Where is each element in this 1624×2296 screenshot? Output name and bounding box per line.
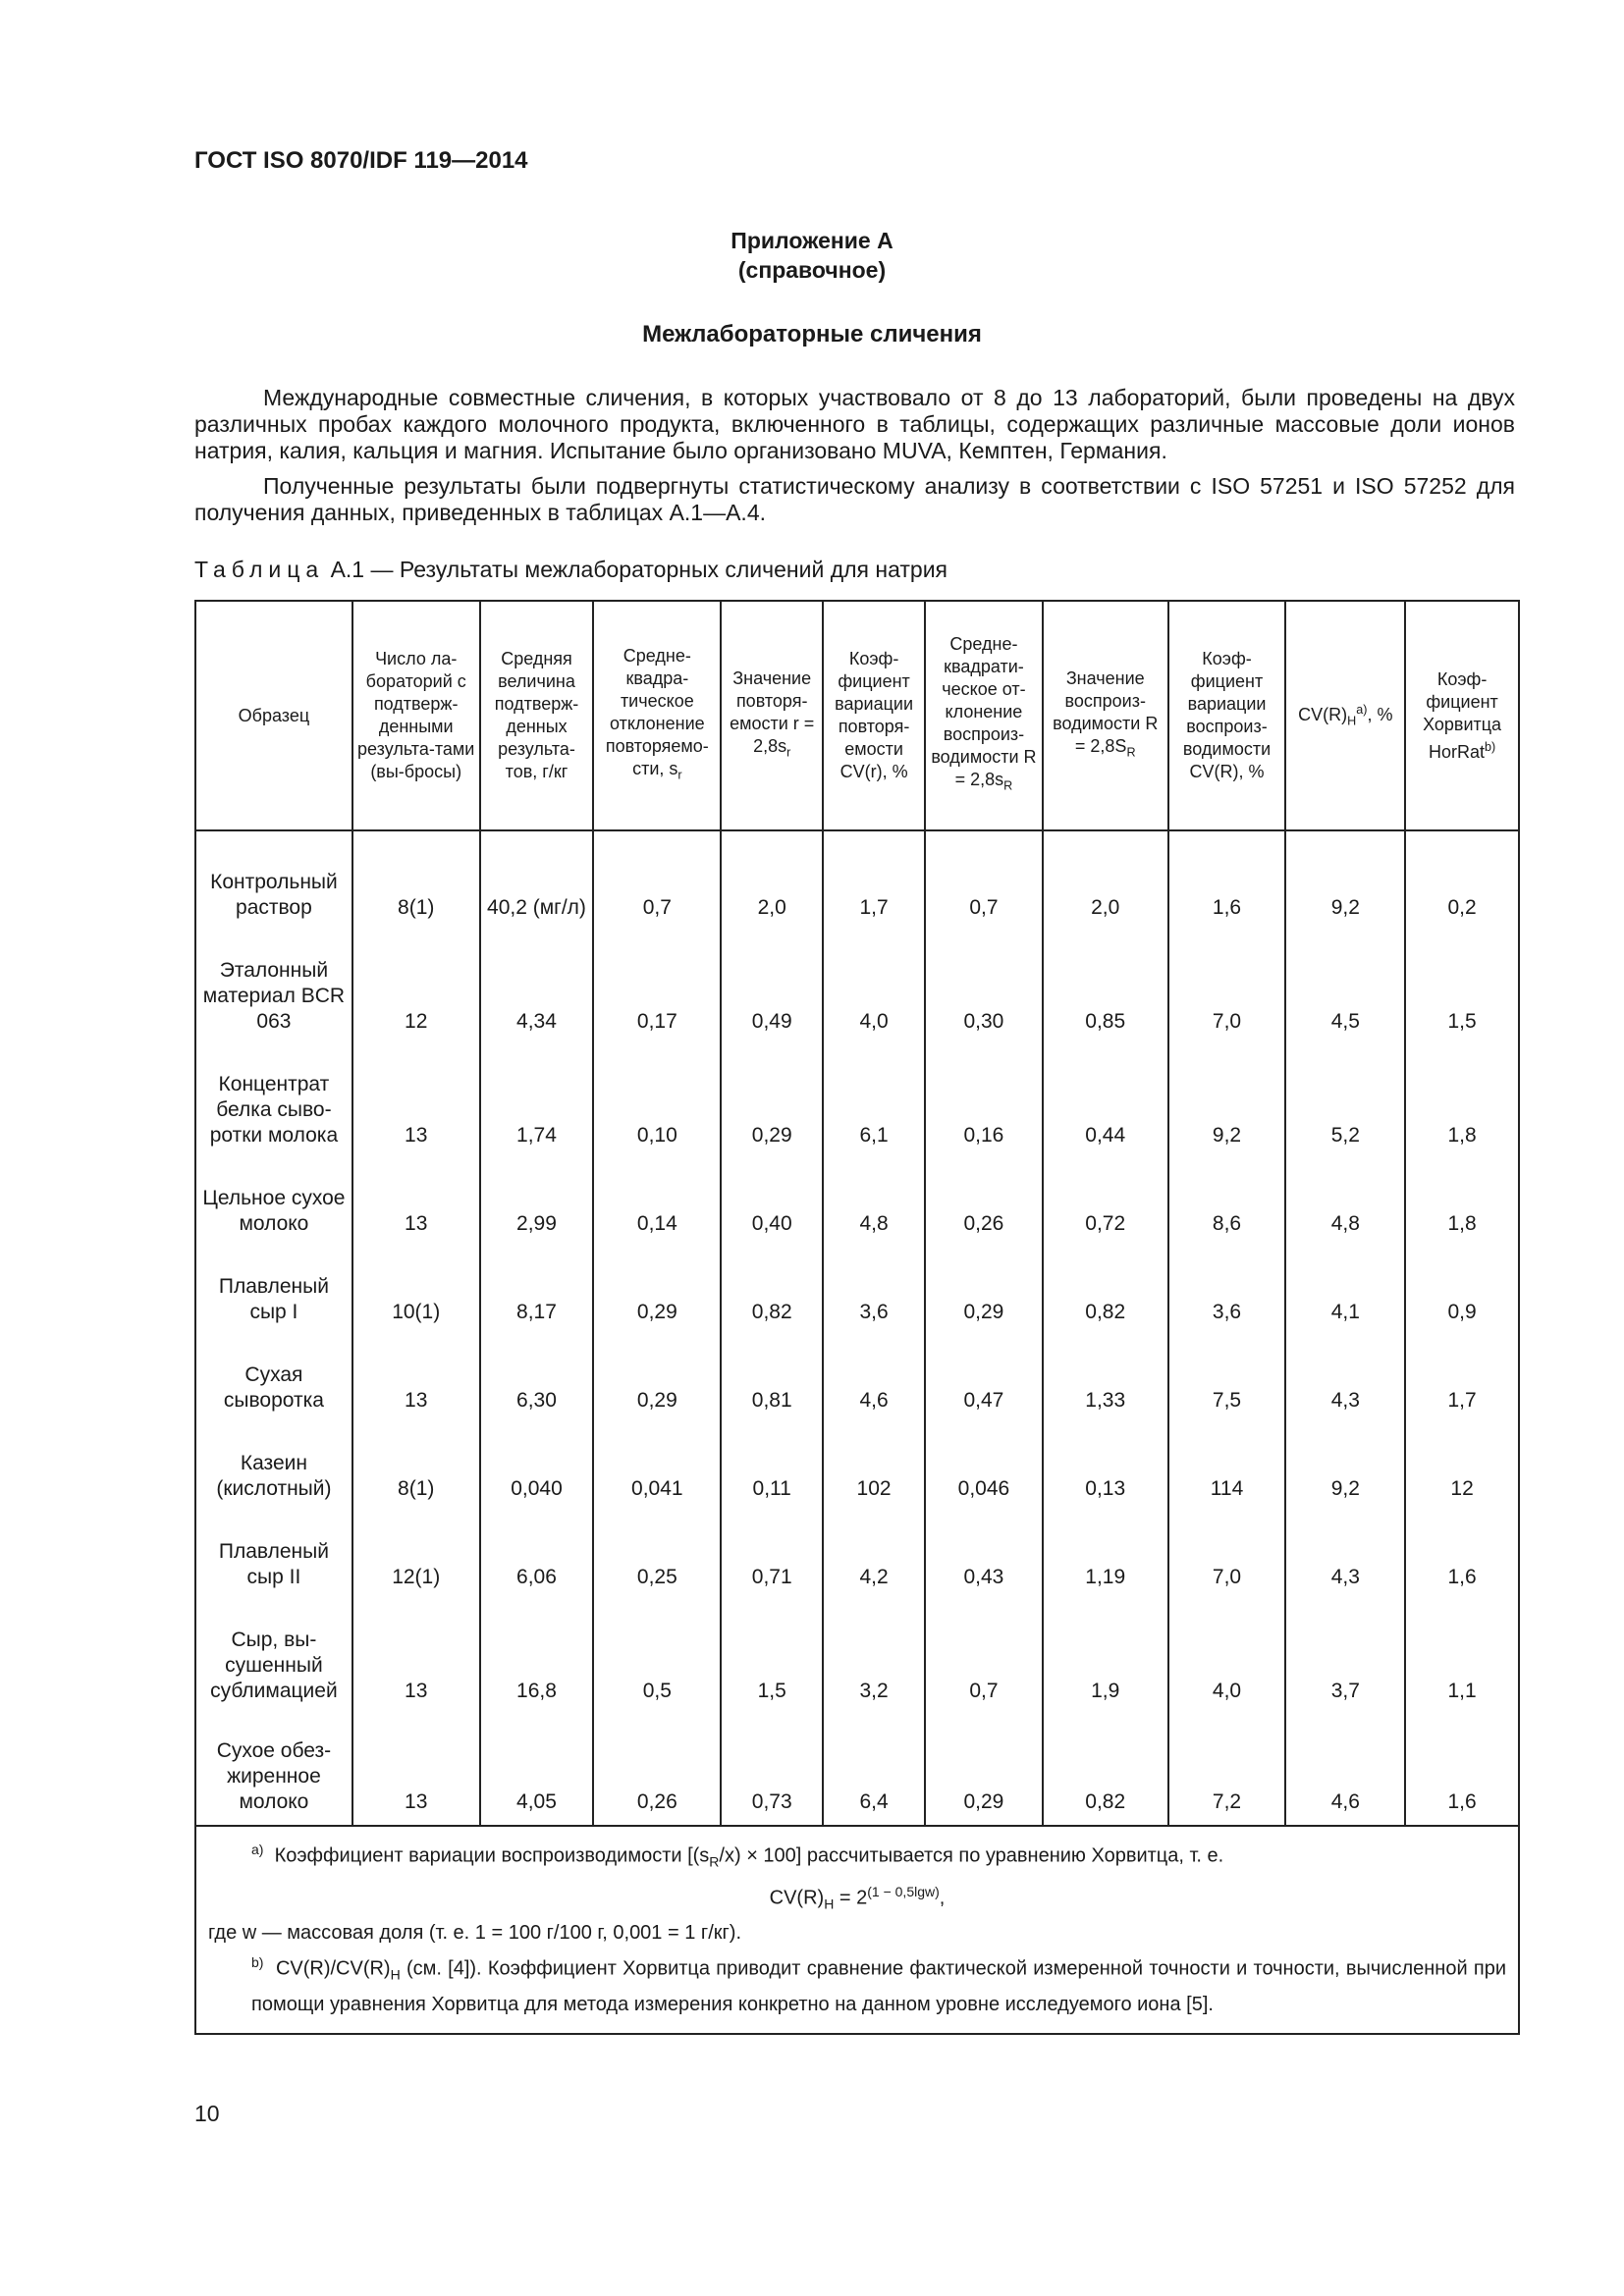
table-row (195, 1512, 1519, 1600)
cell-sample: Сыр, вы-сушенный сублимацией (195, 1600, 352, 1714)
cell-cvR: 7,0 (1168, 931, 1286, 1044)
header-cvR: Коэф-фициент вариации воспроиз-водимости CV(R), % (1168, 601, 1286, 830)
header-r: Значение повторя-емости $r = 2,8s_r$ (721, 601, 823, 830)
cell-cvr: 4,0 (823, 931, 925, 1044)
cell-cvr: 4,6 (823, 1335, 925, 1423)
section-title: Межлабораторные сличения (642, 321, 982, 347)
cell-sr: 0,29 (593, 1335, 721, 1423)
cell-r: 0,40 (721, 1158, 823, 1247)
cell-sr: 0,29 (593, 1247, 721, 1335)
cell-sR: 0,26 (925, 1158, 1043, 1247)
cell-horrat: 12 (1405, 1423, 1519, 1512)
cell-cvR: 4,0 (1168, 1600, 1286, 1714)
paragraph-2: Полученные результаты были подвергнуты статистическому анализу в соответствии с ISO 57251 и ISO 57252 для получения данных, приведенных в таблицах А.1—А.4. (194, 473, 1515, 525)
cell-sr: 0,25 (593, 1512, 721, 1600)
cell-sample: Сухая сыворотка (195, 1335, 352, 1423)
table-row (195, 1247, 1519, 1335)
cell-cvR: 7,0 (1168, 1512, 1286, 1600)
cell-sR: 0,7 (925, 1600, 1043, 1714)
cell-R: 0,13 (1043, 1423, 1168, 1512)
cell-sr: 0,14 (593, 1158, 721, 1247)
table-caption-text: А.1 — Результаты межлабораторных сличений для натрия (330, 557, 948, 582)
table-notes (195, 1826, 1519, 2034)
cell-sR: 0,47 (925, 1335, 1043, 1423)
cell-cvr: 4,2 (823, 1512, 925, 1600)
cell-mean: 4,34 (480, 931, 594, 1044)
cell-mean: 0,040 (480, 1423, 594, 1512)
cell-sR: 0,046 (925, 1423, 1043, 1512)
cell-horrat: 1,8 (1405, 1044, 1519, 1158)
cell-r: 0,82 (721, 1247, 823, 1335)
cell-R: 1,9 (1043, 1600, 1168, 1714)
table-row (195, 830, 1519, 931)
cell-horrat: 1,1 (1405, 1600, 1519, 1714)
document-code: ГОСТ ISO 8070/IDF 119—2014 (194, 147, 528, 174)
cell-sample: Казеин (кислотный) (195, 1423, 352, 1512)
cell-R: 1,33 (1043, 1335, 1168, 1423)
cell-sr: 0,10 (593, 1044, 721, 1158)
cell-sR: 0,29 (925, 1247, 1043, 1335)
header-horrat: Коэф-фициент Хорвитца HorRat$^{b)}$ (1405, 601, 1519, 830)
cell-labs: 8(1) (352, 830, 480, 931)
cell-cvR: 3,6 (1168, 1247, 1286, 1335)
table-caption-label: Таблица (194, 557, 325, 582)
cell-labs: 13 (352, 1600, 480, 1714)
cell-labs: 13 (352, 1158, 480, 1247)
cell-cvRH: 4,3 (1285, 1512, 1405, 1600)
cell-cvRH: 9,2 (1285, 830, 1405, 931)
cell-sR: 0,7 (925, 830, 1043, 931)
cell-mean: 4,05 (480, 1714, 594, 1826)
header-cvr: Коэф-фициент вариации повторя-емости CV(r), % (823, 601, 925, 830)
cell-mean: 1,74 (480, 1044, 594, 1158)
table-row (195, 1335, 1519, 1423)
header-mean: Средняя величина подтверж-денных результа-тов, г/кг (480, 601, 594, 830)
header-sR: Средне-квадрати-ческое от-клонение воспроиз-водимости $R = 2,8s_R$ (925, 601, 1043, 830)
cell-R: 0,72 (1043, 1158, 1168, 1247)
cell-mean: 8,17 (480, 1247, 594, 1335)
cell-sample: Плавленый сыр II (195, 1512, 352, 1600)
cell-cvRH: 3,7 (1285, 1600, 1405, 1714)
cell-cvr: 6,4 (823, 1714, 925, 1826)
cell-cvRH: 5,2 (1285, 1044, 1405, 1158)
header-R: Значение воспроиз-водимости $R = 2,8S_R$ (1043, 601, 1168, 830)
cell-r: 0,11 (721, 1423, 823, 1512)
table-row (195, 1423, 1519, 1512)
cell-cvRH: 4,8 (1285, 1158, 1405, 1247)
cell-r: 0,71 (721, 1512, 823, 1600)
cell-cvRH: 4,1 (1285, 1247, 1405, 1335)
cell-R: 0,85 (1043, 931, 1168, 1044)
cell-R: 2,0 (1043, 830, 1168, 931)
cell-labs: 13 (352, 1714, 480, 1826)
cell-labs: 13 (352, 1335, 480, 1423)
cell-r: 0,73 (721, 1714, 823, 1826)
cell-r: 2,0 (721, 830, 823, 931)
cell-R: 0,44 (1043, 1044, 1168, 1158)
page-number: 10 (194, 2101, 220, 2126)
cell-horrat: 1,6 (1405, 1512, 1519, 1600)
cell-sR: 0,43 (925, 1512, 1043, 1600)
header-labs: Число ла-бораторий с подтверж-денными результа-тами (вы-бросы) (352, 601, 480, 830)
table-row (195, 1714, 1519, 1826)
cell-cvR: 114 (1168, 1423, 1286, 1512)
cell-R: 0,82 (1043, 1247, 1168, 1335)
cell-horrat: 0,9 (1405, 1247, 1519, 1335)
table-row (195, 1600, 1519, 1714)
table-header-row (195, 601, 1519, 830)
cell-R: 0,82 (1043, 1714, 1168, 1826)
cell-sr: 0,5 (593, 1600, 721, 1714)
results-table (194, 600, 1520, 2035)
cell-sr: 0,17 (593, 931, 721, 1044)
cell-sample: Эталонный материал BCR 063 (195, 931, 352, 1044)
cell-r: 0,29 (721, 1044, 823, 1158)
cell-cvRH: 9,2 (1285, 1423, 1405, 1512)
cell-labs: 13 (352, 1044, 480, 1158)
cell-sR: 0,16 (925, 1044, 1043, 1158)
table-row (195, 931, 1519, 1044)
table-notes-row (195, 1826, 1519, 2034)
table-row (195, 1044, 1519, 1158)
cell-labs: 10(1) (352, 1247, 480, 1335)
cell-mean: 16,8 (480, 1600, 594, 1714)
cell-horrat: 1,5 (1405, 931, 1519, 1044)
cell-labs: 8(1) (352, 1423, 480, 1512)
cell-mean: 6,06 (480, 1512, 594, 1600)
table-caption (194, 557, 947, 583)
cell-sR: 0,30 (925, 931, 1043, 1044)
cell-cvR: 9,2 (1168, 1044, 1286, 1158)
cell-r: 0,49 (721, 931, 823, 1044)
cell-cvR: 7,5 (1168, 1335, 1286, 1423)
table-row (195, 1158, 1519, 1247)
cell-horrat: 1,6 (1405, 1714, 1519, 1826)
header-sr: Средне-квадра-тическое отклонение повторяемо-сти, $s_r$ (593, 601, 721, 830)
cell-cvRH: 4,6 (1285, 1714, 1405, 1826)
cell-cvRH: 4,5 (1285, 931, 1405, 1044)
cell-sample: Цельное сухое молоко (195, 1158, 352, 1247)
cell-horrat: 1,7 (1405, 1335, 1519, 1423)
cell-R: 1,19 (1043, 1512, 1168, 1600)
cell-cvR: 1,6 (1168, 830, 1286, 931)
cell-r: 1,5 (721, 1600, 823, 1714)
note-a-where: где w — массовая доля (т. е. 1 = 100 г/100 г, 0,001 = 1 г/кг). (208, 1922, 742, 1945)
note-a: $^{a)}$ Коэффициент вариации воспроизводимости $[(s_R/x) \times 100]$ рассчитывается по уравнению Хорвитца, т. е. (251, 1842, 1224, 1870)
cell-cvRH: 4,3 (1285, 1335, 1405, 1423)
cell-cvr: 6,1 (823, 1044, 925, 1158)
cell-sr: 0,26 (593, 1714, 721, 1826)
cell-sample: Плавленый сыр I (195, 1247, 352, 1335)
paragraph-1: Международные совместные сличения, в которых участвовало от 8 до 13 лабораторий, были проведены на двух различных пробах каждого молочного продукта, включенного в таблицы, содержащих различные массовые доли ионов натрия, калия, кальция и магния. Испытание было организовано MUVA, Кемптен, Германия. (194, 385, 1515, 463)
cell-sr: 0,7 (593, 830, 721, 931)
cell-mean: 40,2 (мг/л) (480, 830, 594, 931)
cell-r: 0,81 (721, 1335, 823, 1423)
cell-cvR: 7,2 (1168, 1714, 1286, 1826)
cell-cvr: 4,8 (823, 1158, 925, 1247)
cell-sr: 0,041 (593, 1423, 721, 1512)
cell-sample: Концентрат белка сыво-ротки молока (195, 1044, 352, 1158)
cell-cvr: 3,2 (823, 1600, 925, 1714)
cell-mean: 6,30 (480, 1335, 594, 1423)
header-cvRH: $CV(R)_H^{a)}$, % (1285, 601, 1405, 830)
note-b: $^{b)}$ $CV(R)/CV(R)_H$ (см. [4]). Коэффициент Хорвитца приводит сравнение фактической измеренной точности и точности, вычисленной при помощи уравнения Хорвитца для метода измерения конкретно на данном уровне исследуемого иона [5]. (251, 1954, 1506, 2015)
annex-type: (справочное) (737, 257, 887, 283)
cell-cvr: 1,7 (823, 830, 925, 931)
cell-horrat: 0,2 (1405, 830, 1519, 931)
annex-title: Приложение А (731, 228, 893, 253)
cell-sample: Контрольный раствор (195, 830, 352, 931)
cell-labs: 12 (352, 931, 480, 1044)
cell-cvR: 8,6 (1168, 1158, 1286, 1247)
cell-sR: 0,29 (925, 1714, 1043, 1826)
cell-horrat: 1,8 (1405, 1158, 1519, 1247)
header-sample: Образец (195, 601, 352, 830)
cell-cvr: 3,6 (823, 1247, 925, 1335)
cell-mean: 2,99 (480, 1158, 594, 1247)
cell-labs: 12(1) (352, 1512, 480, 1600)
note-a-formula: $CV(R)_H = 2^{(1 - 0,5lgw)}$, (769, 1883, 946, 1912)
cell-sample: Сухое обез-жиренное молоко (195, 1714, 352, 1826)
cell-cvr: 102 (823, 1423, 925, 1512)
